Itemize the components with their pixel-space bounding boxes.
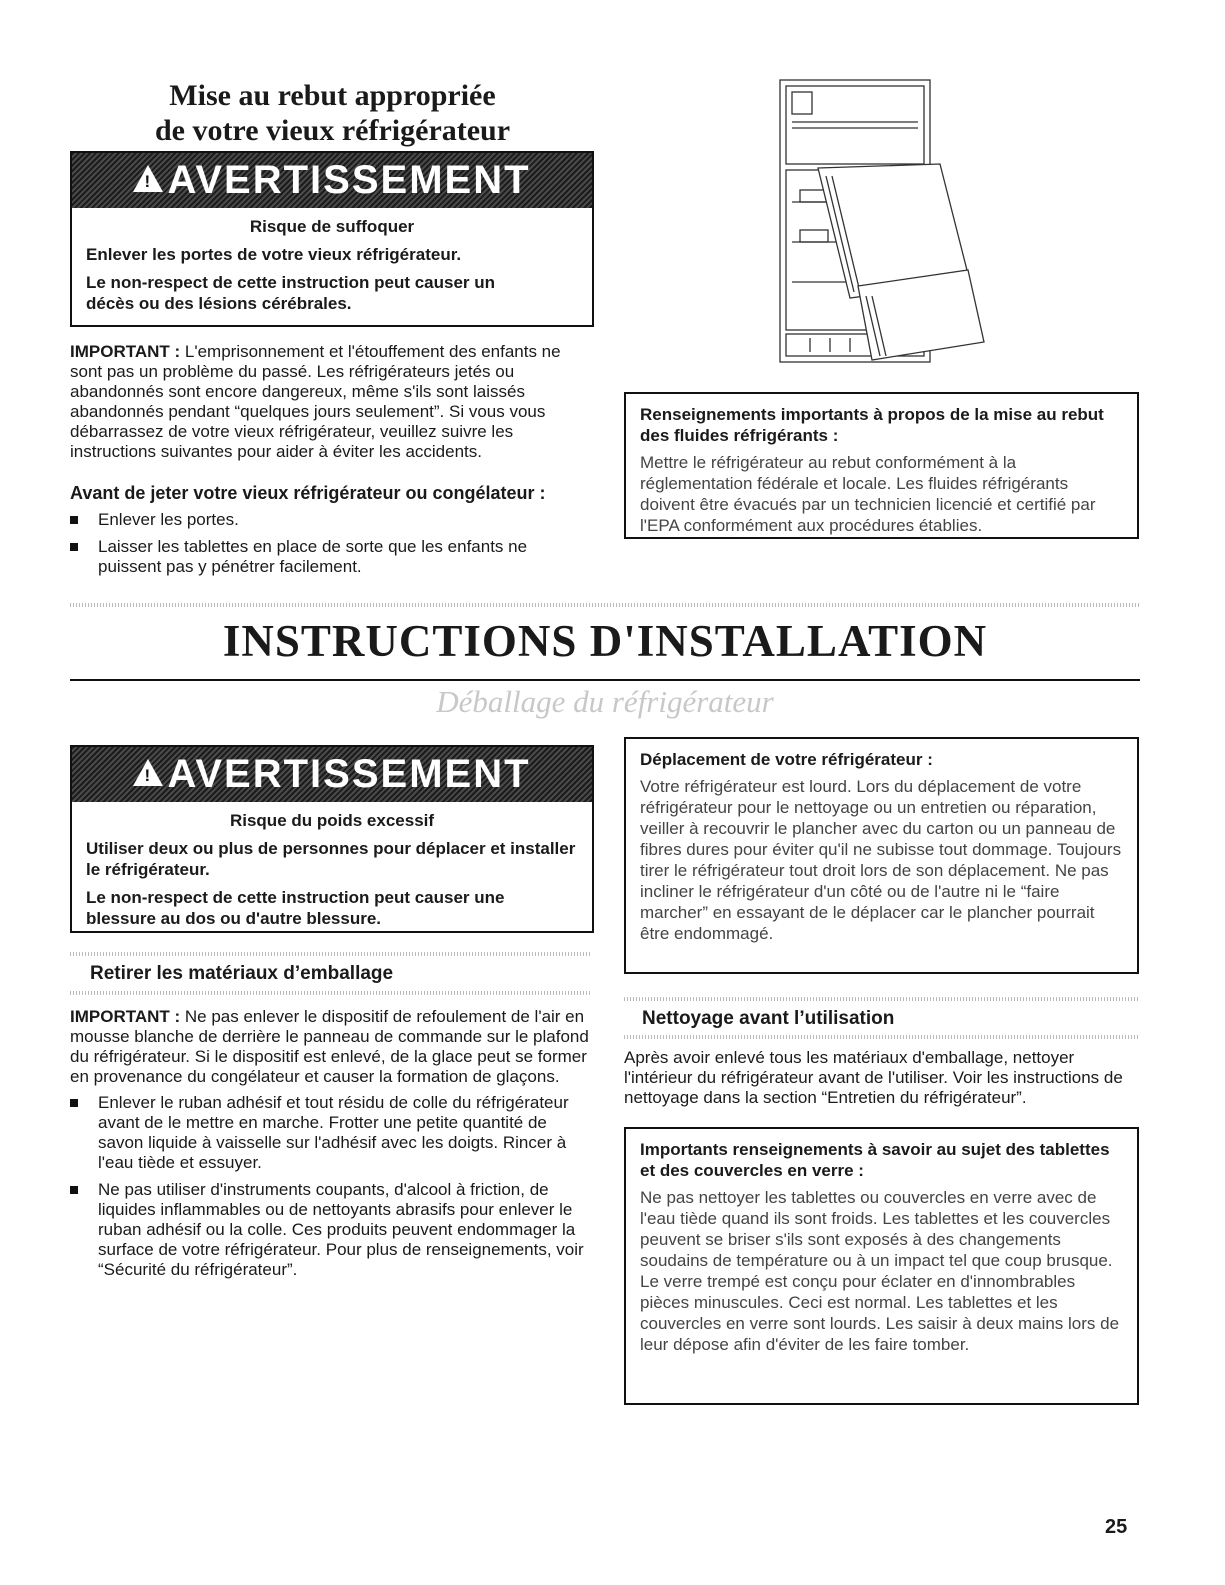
list-item: Enlever le ruban adhésif et tout résidu de colle du réfrigérateur avant de le mettre en marche. Frotter une petite quantité de savon liquide à vaisselle sur l'adhésif avec les doigts. Rincer à l'eau tiède et essuyer. — [70, 1093, 592, 1173]
warning-heading: Risque de suffoquer — [249, 217, 415, 236]
disposal-important-paragraph — [70, 342, 592, 462]
warning-banner — [72, 153, 592, 208]
warning-heading: Risque du poids excessif — [229, 811, 435, 830]
warning-label: AVERTISSEMENT — [167, 752, 531, 796]
moving-info-box — [624, 737, 1139, 974]
section-divider — [624, 997, 1139, 1001]
before-discard-section — [70, 483, 592, 584]
refrigerator-doors-illustration — [770, 72, 1010, 372]
refrigerant-heading: Renseignements importants à propos de la mise au rebut des fluides réfrigérants : — [640, 405, 1104, 445]
page-number: 25 — [1105, 1516, 1128, 1538]
important-label: IMPORTANT : — [70, 342, 181, 361]
glass-heading: Importants renseignements à savoir au sujet des tablettes et des couvercles en verre : — [640, 1140, 1110, 1180]
disposal-title-line1: Mise au rebut appropriée — [169, 79, 496, 112]
important-text: Ne pas enlever le dispositif de refoulement de l'air en mousse blanche de derrière le panneau de commande sur le plafond du réfrigérateur. Si le dispositif est enlevé, de la glace peut se former en provenance du congélateur et causer la formation de glaçons. — [70, 1007, 589, 1086]
cleaning-text: Après avoir enlevé tous les matériaux d'emballage, nettoyer l'intérieur du réfrigérateur avant de l'utiliser. Voir les instructions de nettoyage dans la section “Entretien du réfrigérateur”. — [624, 1048, 1123, 1107]
install-title: INSTRUCTIONS D'INSTALLATION — [222, 616, 988, 666]
warning-banner — [72, 747, 592, 802]
title-rule — [70, 679, 1140, 681]
list-item: Enlever les portes. — [70, 510, 592, 530]
remove-important-paragraph — [70, 1007, 592, 1087]
moving-heading: Déplacement de votre réfrigérateur : — [640, 750, 933, 769]
weight-warning-box — [70, 745, 594, 933]
important-text: L'emprisonnement et l'étouffement des enfants ne sont pas un problème du passé. Les réfrigérateurs jetés ou abandonnés sont encore dangereux, même s'ils sont laissés abandonnés pendant “quelques jours seulement”. Si vous vous débarrassez de votre vieux réfrigérateur, veuillez suivre les instructions suivantes pour aider à éviter les accidents. — [70, 342, 561, 461]
refrigerant-info-box — [624, 392, 1139, 539]
list-item: Laisser les tablettes en place de sorte que les enfants ne puissent pas y pénétrer facilement. — [70, 537, 592, 577]
disposal-title — [70, 78, 595, 148]
before-discard-heading: Avant de jeter votre vieux réfrigérateur ou congélateur : — [70, 483, 546, 503]
section-divider — [70, 991, 592, 995]
refrigerant-body: Mettre le réfrigérateur au rebut conformément à la réglementation fédérale et locale. Les fluides réfrigérants doivent être évacués par un technicien licencié et certifié par l'EPA conformément aux procédures établies. — [640, 453, 1096, 535]
remove-packaging-section — [70, 1007, 592, 1287]
list-item: Ne pas utiliser d'instruments coupants, d'alcool à friction, de liquides inflammables ou de nettoyants abrasifs pour enlever le ruban adhésif ou la colle. Ces produits peuvent endommager la surface de votre réfrigérateur. Pour plus de renseignements, voir “Sécurité du réfrigérateur”. — [70, 1180, 592, 1280]
warning-triangle-icon: ! — [133, 759, 163, 786]
install-subtitle: Déballage du réfrigérateur — [436, 684, 774, 719]
warning-line2: Le non-respect de cette instruction peut causer une blessure au dos ou d'autre blessure. — [86, 888, 505, 928]
important-label: IMPORTANT : — [70, 1007, 181, 1026]
warning-triangle-icon: ! — [133, 165, 163, 192]
section-divider — [70, 603, 1140, 607]
moving-body: Votre réfrigérateur est lourd. Lors du déplacement de votre réfrigérateur pour le nettoyage ou un entretien ou réparation, veiller à recouvrir le plancher avec du carton ou un panneau de fibres dures pour éviter qu'il ne subisse tout dommage. Toujours tirer le réfrigérateur tout droit lors de son déplacement. Ne pas incliner le réfrigérateur d'un côté ou de l'autre ni le “faire marcher” en essayant de le déplacer car le plancher pourrait être endommagé. — [640, 777, 1122, 943]
section-divider — [624, 1035, 1139, 1039]
disposal-title-line2: de votre vieux réfrigérateur — [154, 114, 511, 147]
glass-shelves-info-box — [624, 1127, 1139, 1405]
warning-line1: Utiliser deux ou plus de personnes pour déplacer et installer le réfrigérateur. — [86, 839, 576, 879]
suffocation-warning-box — [70, 151, 594, 327]
section-divider — [70, 952, 592, 956]
warning-line1: Enlever les portes de votre vieux réfrigérateur. — [86, 245, 462, 264]
glass-body: Ne pas nettoyer les tablettes ou couvercles en verre avec de l'eau tiède quand ils sont froids. Les tablettes et les couvercles peuvent se briser s'ils sont exposés à des changements soudains de température ou à un impact tel que coup brusque. Le verre trempé est conçu pour éclater en d'innombrables pièces minuscules. Ceci est normal. Les tablettes et les couvercles en verre sont lourds. Les saisir à deux mains lors de leur dépose afin d'éviter de les faire tomber. — [640, 1188, 1120, 1354]
warning-line2: Le non-respect de cette instruction peut causer un décès ou des lésions cérébrales. — [86, 273, 496, 313]
warning-label: AVERTISSEMENT — [167, 158, 531, 202]
remove-packaging-heading: Retirer les matériaux d’emballage — [90, 963, 394, 984]
cleaning-heading: Nettoyage avant l’utilisation — [642, 1008, 895, 1029]
